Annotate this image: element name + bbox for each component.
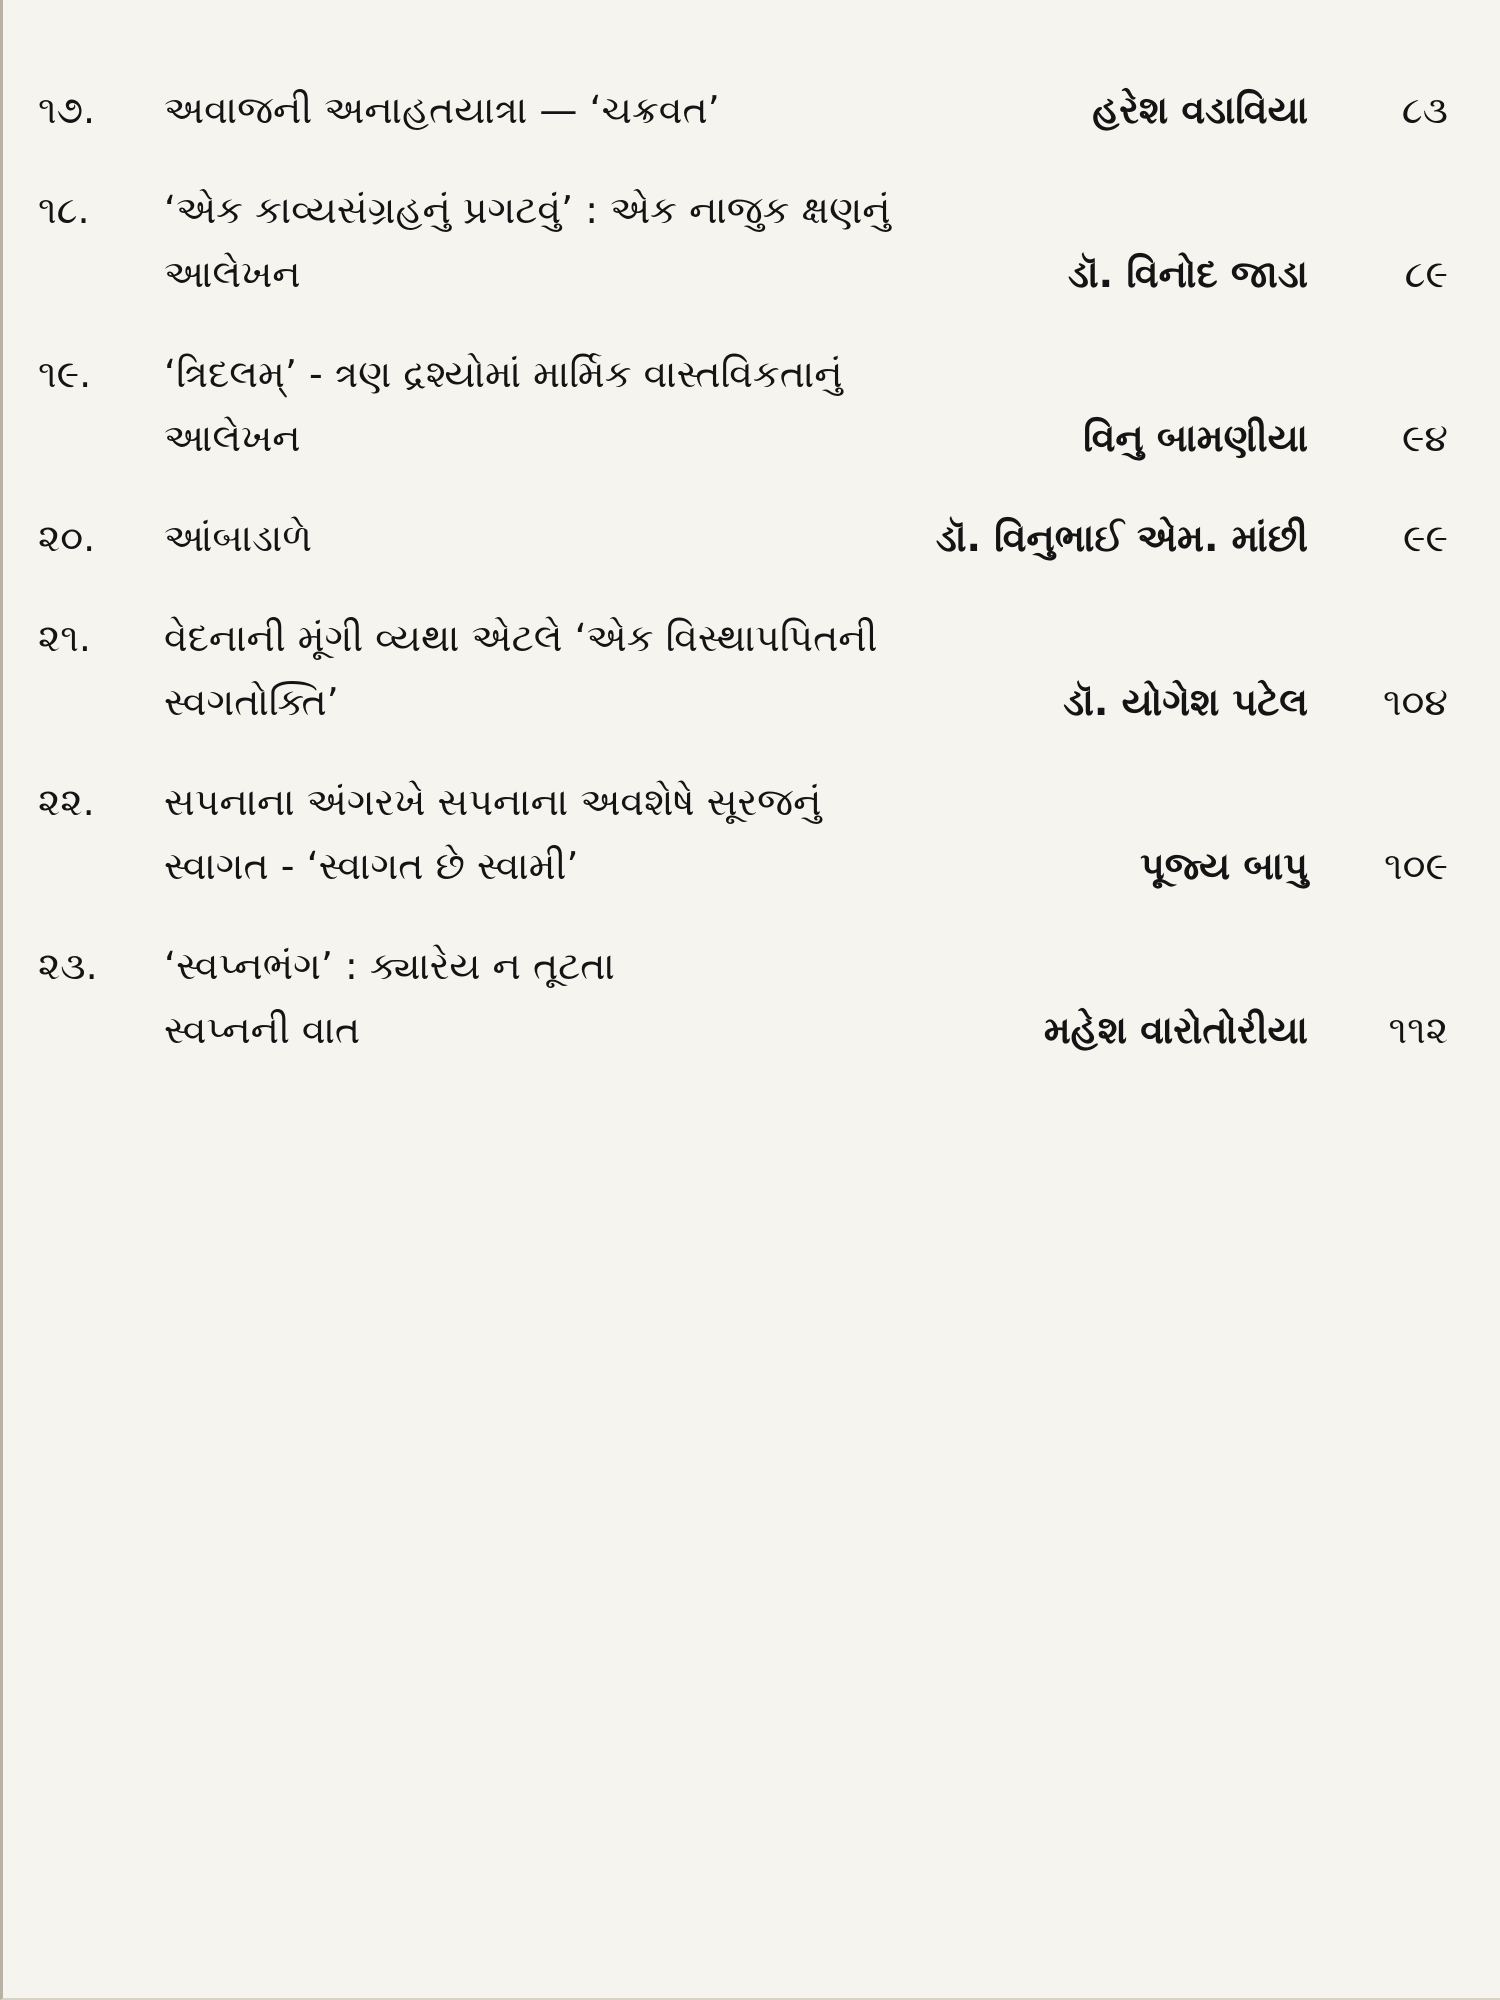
- entry-title-continued: સ્વગતોક્તિ’: [164, 680, 339, 724]
- entry-number: ૨૦.: [38, 516, 96, 560]
- entry-line: [38, 506, 1448, 570]
- entry-line: [38, 406, 1448, 470]
- entry-number: ૨૨.: [38, 780, 95, 824]
- entry-line: [38, 78, 1448, 142]
- entry-page-number: ૮૯: [1404, 252, 1448, 296]
- entry-number: ૨૩.: [38, 944, 98, 988]
- toc-entry-17: [38, 78, 1448, 142]
- toc-entry-22: [38, 770, 1448, 898]
- entry-number: ૧૮.: [38, 188, 90, 232]
- entry-author: હરેશ વડાવિયા: [1092, 88, 1308, 132]
- toc-entry-19: [38, 342, 1448, 470]
- entry-author: ડૉ. વિનોદ જાડા: [1067, 252, 1308, 296]
- entry-page-number: ૯૪: [1401, 416, 1448, 460]
- entry-title: ‘ત્રિદલમ્’ - ત્રણ દ્રશ્યોમાં માર્મિક વાસ્તવિકતાનું: [164, 352, 843, 396]
- toc-entry-21: [38, 606, 1448, 734]
- entry-title-continued: સ્વાગત - ‘સ્વાગત છે સ્વામી’: [164, 844, 579, 888]
- entry-title: ‘એક કાવ્યસંગ્રહનું પ્રગટવું’ : એક નાજુક ક્ષણનું: [164, 188, 891, 232]
- entry-page-number: ૧૦૯: [1384, 844, 1448, 888]
- entry-number: ૨૧.: [38, 616, 92, 660]
- entry-line: [38, 934, 1448, 998]
- entry-author: પૂજ્ય બાપુ: [1140, 844, 1308, 888]
- entry-title-continued: સ્વપ્નની વાત: [164, 1008, 361, 1052]
- entry-title: આંબાડાળે: [164, 516, 312, 560]
- entry-author: ડૉ. યોગેશ પટેલ: [1063, 680, 1308, 724]
- entry-page-number: ૧૧૨: [1388, 1008, 1448, 1052]
- entry-author: મહેશ વારોતોરીયા: [1043, 1008, 1308, 1052]
- entry-line: [38, 342, 1448, 406]
- entry-number: ૧૭.: [38, 88, 96, 132]
- toc-entry-20: [38, 506, 1448, 570]
- entry-line: [38, 670, 1448, 734]
- entry-title-continued: આલેખન: [164, 416, 301, 460]
- entry-line: [38, 606, 1448, 670]
- entry-line: [38, 770, 1448, 834]
- entry-line: [38, 178, 1448, 242]
- entry-author: ડૉ. વિનુભાઈ એમ. માંછી: [935, 516, 1308, 560]
- toc-entry-23: [38, 934, 1448, 1062]
- entry-page-number: ૮૩: [1401, 88, 1448, 132]
- entry-title: અવાજની અનાહતયાત્રા — ‘ચક્રવત’: [164, 88, 720, 132]
- entry-title: વેદનાની મૂંગી વ્યથા એટલે ‘એક વિસ્થાપપિતની: [164, 616, 878, 660]
- table-of-contents: [38, 78, 1448, 1098]
- entry-title: સપનાના અંગરખે સપનાના અવશેષે સૂરજનું: [164, 780, 822, 824]
- entry-page-number: ૯૯: [1403, 516, 1448, 560]
- entry-title-continued: આલેખન: [164, 252, 301, 296]
- entry-title: ‘સ્વપ્નભંગ’ : ક્યારેય ન તૂટતા: [164, 944, 615, 988]
- entry-line: [38, 242, 1448, 306]
- entry-line: [38, 834, 1448, 898]
- toc-entry-18: [38, 178, 1448, 306]
- entry-author: વિનુ બામણીયા: [1083, 416, 1308, 460]
- entry-page-number: ૧૦૪: [1382, 680, 1448, 724]
- entry-line: [38, 998, 1448, 1062]
- entry-number: ૧૯.: [38, 352, 92, 396]
